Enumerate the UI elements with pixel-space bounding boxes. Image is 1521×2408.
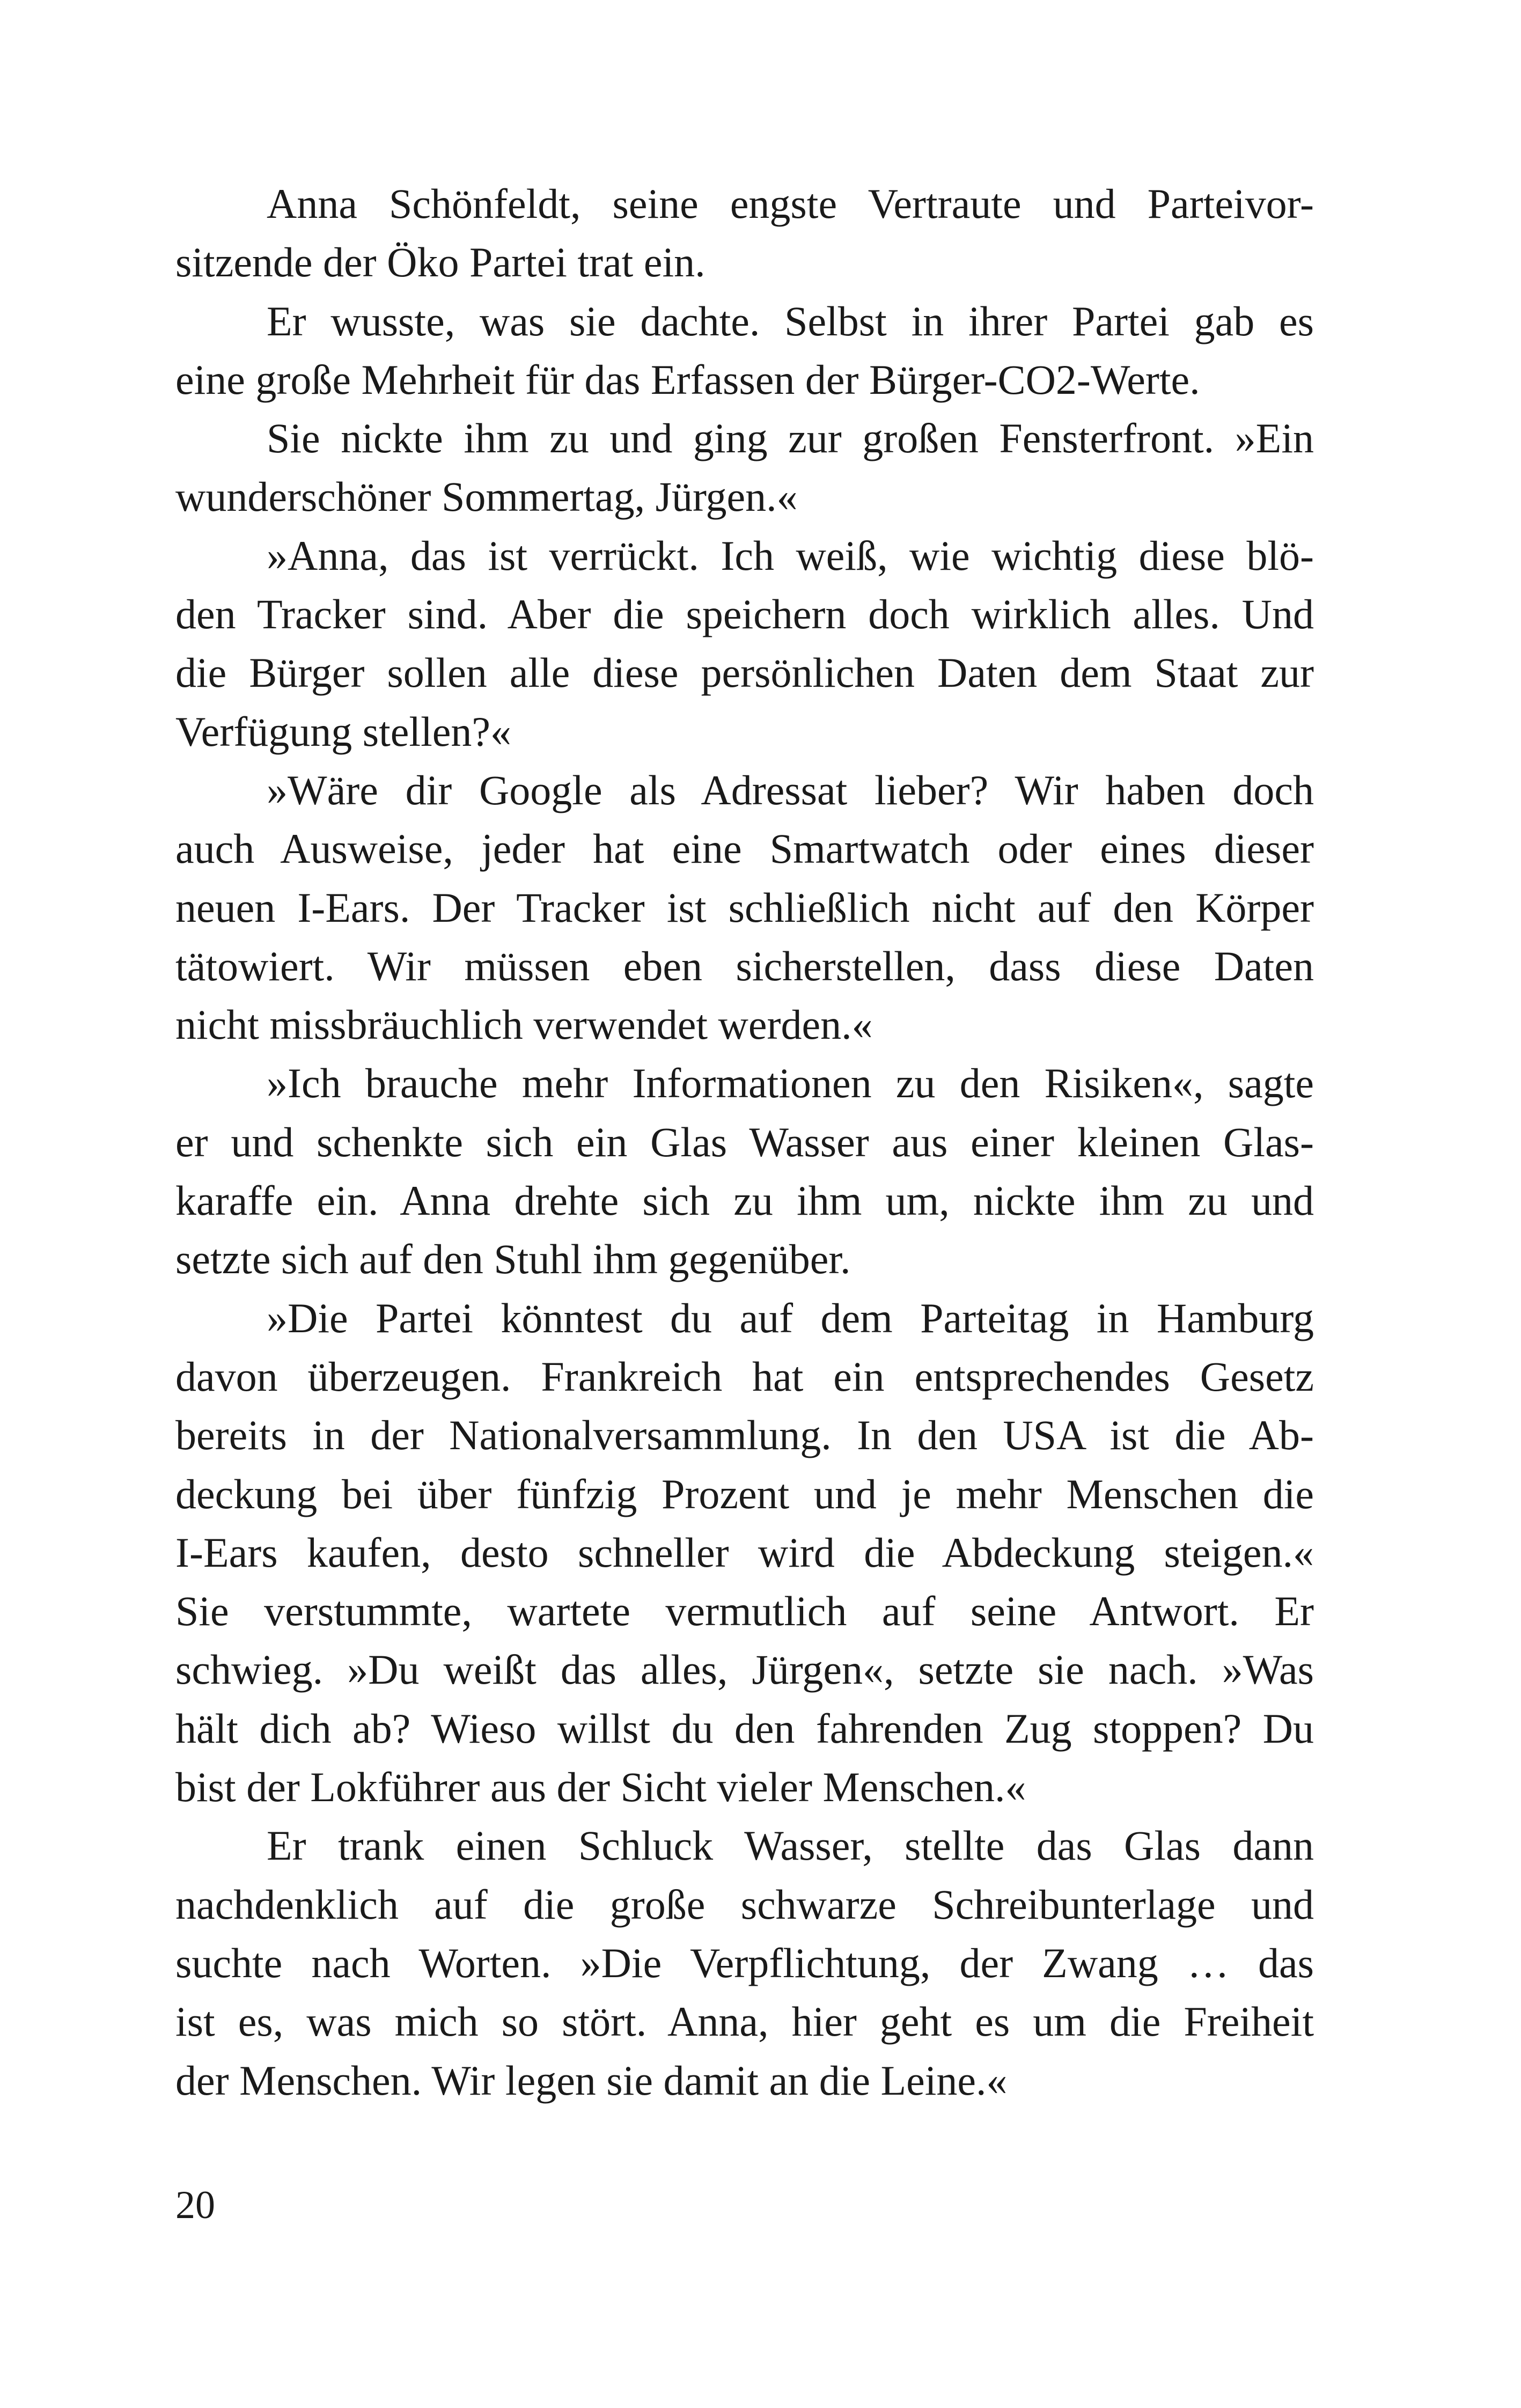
body-text <box>175 174 1314 2110</box>
text-line: karaffe ein. Anna drehte sich zu ihm um, nickte ihm zu und <box>175 1177 1314 1224</box>
text-line: »Wäre dir Google als Adressat lieber? Wir haben doch <box>267 766 1314 813</box>
text-line: auch Ausweise, jeder hat eine Smartwatch oder eines dieser <box>175 825 1314 872</box>
text-line: »Anna, das ist verrückt. Ich weiß, wie wichtig diese blö- <box>267 532 1314 579</box>
text-line: der Menschen. Wir legen sie damit an die Leine.« <box>175 2057 1008 2104</box>
text-line: Sie verstummte, wartete vermutlich auf seine Antwort. Er <box>175 1588 1314 1635</box>
text-line: Er wusste, was sie dachte. Selbst in ihrer Partei gab es <box>267 297 1314 344</box>
text-line: neuen I-Ears. Der Tracker ist schließlich nicht auf den Körper <box>175 884 1314 931</box>
text-line: I-Ears kaufen, desto schneller wird die Abdeckung steigen.« <box>175 1529 1314 1576</box>
text-line: nachdenklich auf die große schwarze Schreibunterlage und <box>175 1881 1314 1928</box>
text-line: nicht missbräuchlich verwendet werden.« <box>175 1001 873 1048</box>
paragraph <box>175 761 1314 1054</box>
text-line: bereits in der Nationalversammlung. In den USA ist die Ab- <box>175 1412 1314 1459</box>
text-line: davon überzeugen. Frankreich hat ein entsprechendes Gesetz <box>175 1353 1314 1400</box>
text-line: er und schenkte sich ein Glas Wasser aus einer kleinen Glas- <box>175 1118 1314 1165</box>
paragraph <box>175 1289 1314 1817</box>
text-line: tätowiert. Wir müssen eben sicherstellen, dass diese Daten <box>175 942 1314 989</box>
text-line: deckung bei über fünfzig Prozent und je mehr Menschen die <box>175 1470 1314 1517</box>
text-line: ist es, was mich so stört. Anna, hier geht es um die Freiheit <box>175 1998 1314 2045</box>
paragraph <box>175 292 1314 409</box>
paragraph <box>175 409 1314 526</box>
text-line: Sie nickte ihm zu und ging zur großen Fensterfront. »Ein <box>267 415 1314 462</box>
page-number: 20 <box>175 2183 215 2227</box>
paragraph <box>175 1816 1314 2109</box>
text-line: Er trank einen Schluck Wasser, stellte das Glas dann <box>267 1822 1314 1869</box>
text-line: bist der Lokführer aus der Sicht vieler Menschen.« <box>175 1764 1026 1811</box>
text-line: sitzende der Öko Partei trat ein. <box>175 239 706 286</box>
text-line: eine große Mehrheit für das Erfassen der Bürger-CO2-Werte. <box>175 356 1200 403</box>
paragraph <box>175 1054 1314 1288</box>
text-line: Verfügung stellen?« <box>175 708 511 755</box>
text-line: schwieg. »Du weißt das alles, Jürgen«, setzte sie nach. »Was <box>175 1646 1314 1693</box>
text-line: den Tracker sind. Aber die speichern doch wirklich alles. Und <box>175 591 1314 638</box>
paragraph <box>175 526 1314 761</box>
paragraph <box>175 174 1314 292</box>
text-line: »Ich brauche mehr Informationen zu den Risiken«, sagte <box>267 1060 1314 1107</box>
text-line: suchte nach Worten. »Die Verpflichtung, der Zwang … das <box>175 1939 1314 1986</box>
text-line: Anna Schönfeldt, seine engste Vertraute und Parteivor- <box>267 180 1314 227</box>
text-line: wunderschöner Sommertag, Jürgen.« <box>175 473 798 520</box>
text-line: setzte sich auf den Stuhl ihm gegenüber. <box>175 1236 851 1283</box>
text-line: »Die Partei könntest du auf dem Parteitag in Hamburg <box>267 1294 1314 1341</box>
text-line: die Bürger sollen alle diese persönlichen Daten dem Staat zur <box>175 649 1314 696</box>
text-line: hält dich ab? Wieso willst du den fahrenden Zug stoppen? Du <box>175 1705 1314 1752</box>
